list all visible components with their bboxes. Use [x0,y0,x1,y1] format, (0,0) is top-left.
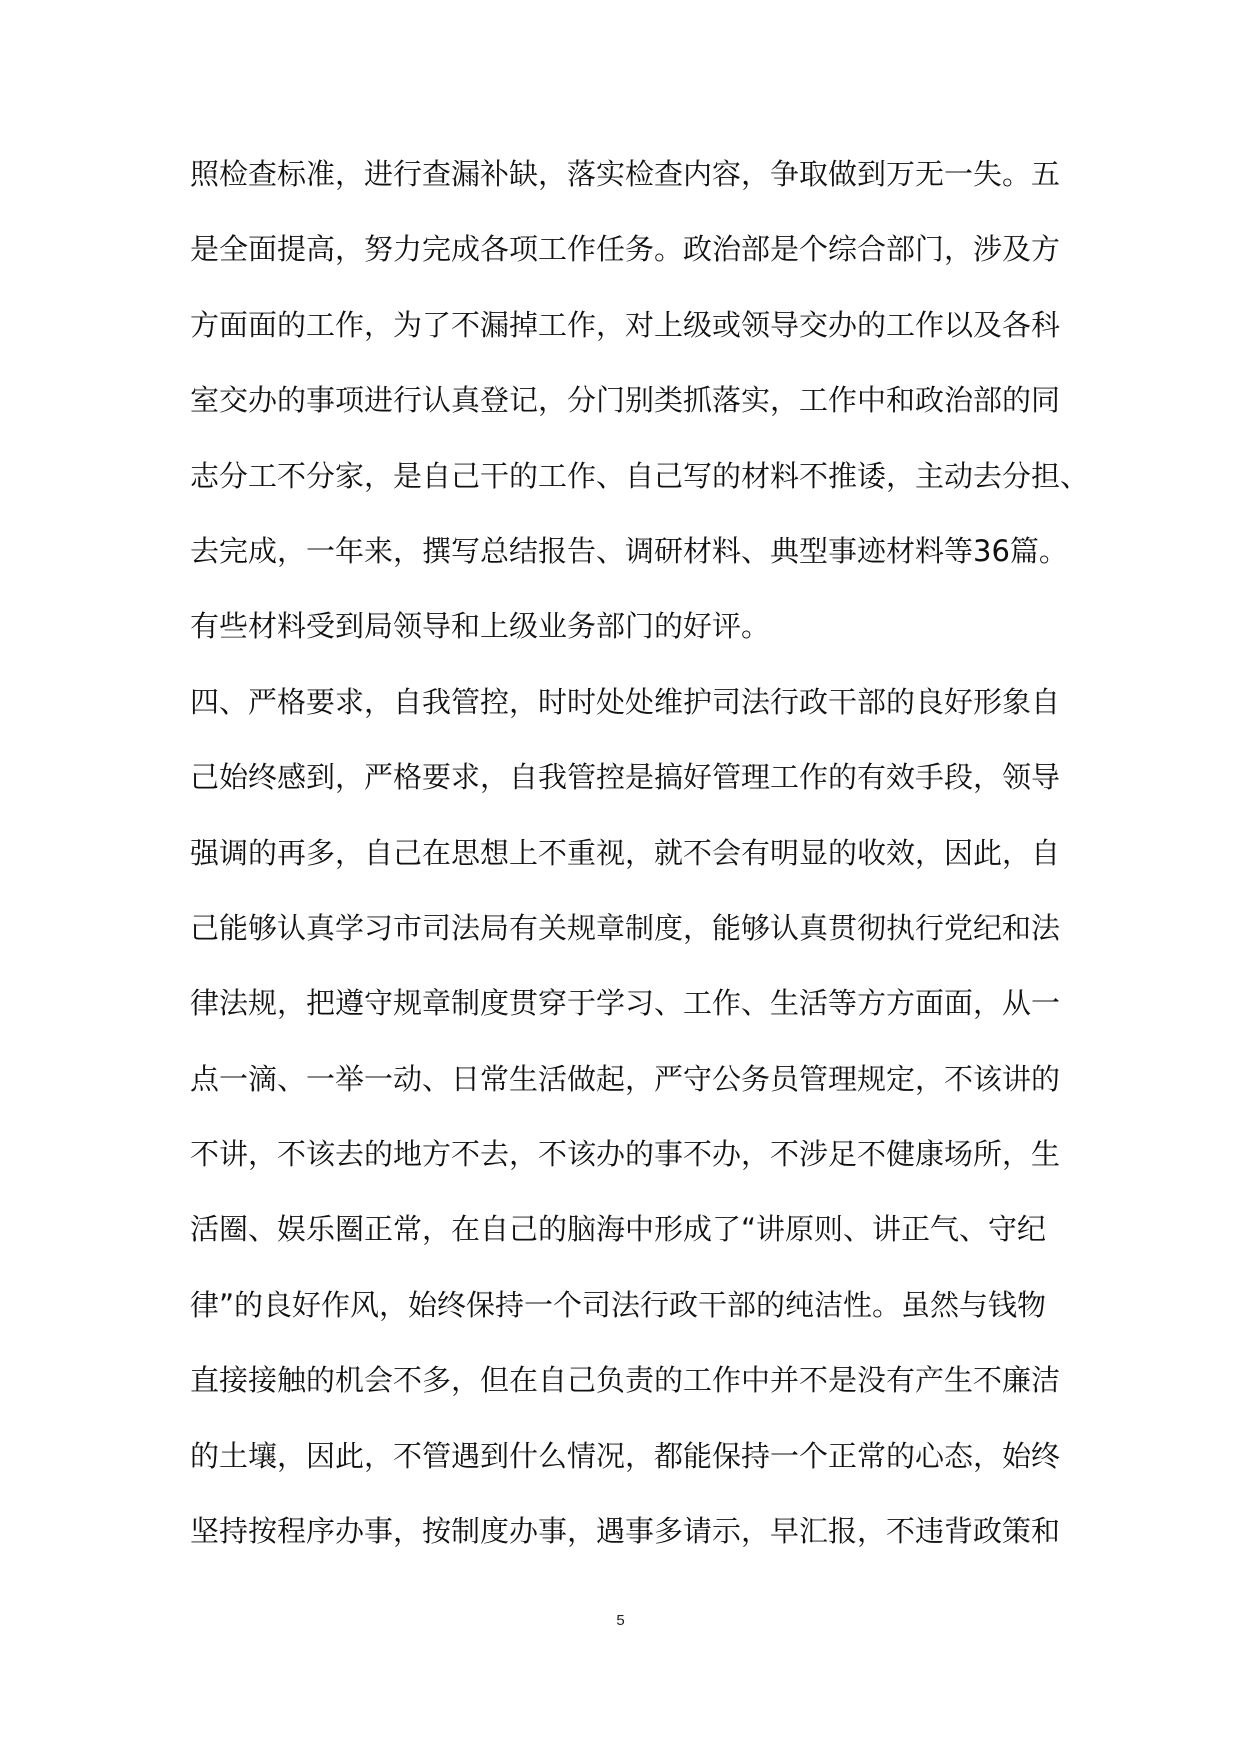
text-line: 的土壤，因此，不管遇到什么情况，都能保持一个正常的心态，始终 [190,1438,1061,1473]
text-line: 志分工不分家，是自己干的工作、自己写的材料不推诿，主动去分担、 [190,458,1090,493]
text-line: 有些材料受到局领导和上级业务部门的好评。 [190,609,771,644]
body-text [190,148,1090,1580]
page-number: 5 [616,1612,625,1629]
text-line: 己能够认真学习市司法局有关规章制度，能够认真贯彻执行党纪和法 [190,910,1061,945]
text-line: 活圈、娱乐圈正常，在自己的脑海中形成了“讲原则、讲正气、守纪 [190,1212,1047,1247]
text-line: 律法规，把遵守规章制度贯穿于学习、工作、生活等方方面面，从一 [190,986,1061,1021]
text-line: 点一滴、一举一动、日常生活做起，严守公务员管理规定，不该讲的 [190,1061,1061,1096]
text-line: 不讲，不该去的地方不去，不该办的事不办，不涉足不健康场所，生 [190,1137,1061,1172]
text-line: 强调的再多，自己在思想上不重视，就不会有明显的收效，因此，自 [190,835,1061,870]
text-line: 己始终感到，严格要求，自我管控是搞好管理工作的有效手段，领导 [190,760,1061,795]
text-line: 去完成，一年来，撰写总结报告、调研材料、典型事迹材料等36篇。 [190,533,1068,568]
text-line: 律”的良好作风，始终保持一个司法行政干部的纯洁性。虽然与钱物 [190,1287,1047,1322]
text-line: 方面面的工作，为了不漏掉工作，对上级或领导交办的工作以及各科 [190,307,1061,342]
text-line: 室交办的事项进行认真登记，分门别类抓落实，工作中和政治部的同 [190,383,1061,418]
text-line: 坚持按程序办事，按制度办事，遇事多请示，早汇报，不违背政策和 [190,1514,1061,1549]
text-line: 照检查标准，进行查漏补缺，落实检查内容，争取做到万无一失。五 [190,157,1061,191]
text-line: 直接接触的机会不多，但在自己负责的工作中并不是没有产生不廉洁 [190,1363,1061,1398]
section-heading-line: 四、严格要求，自我管控，时时处处维护司法行政干部的良好形象自 [190,684,1061,719]
text-line: 是全面提高，努力完成各项工作任务。政治部是个综合部门，涉及方 [190,232,1061,267]
